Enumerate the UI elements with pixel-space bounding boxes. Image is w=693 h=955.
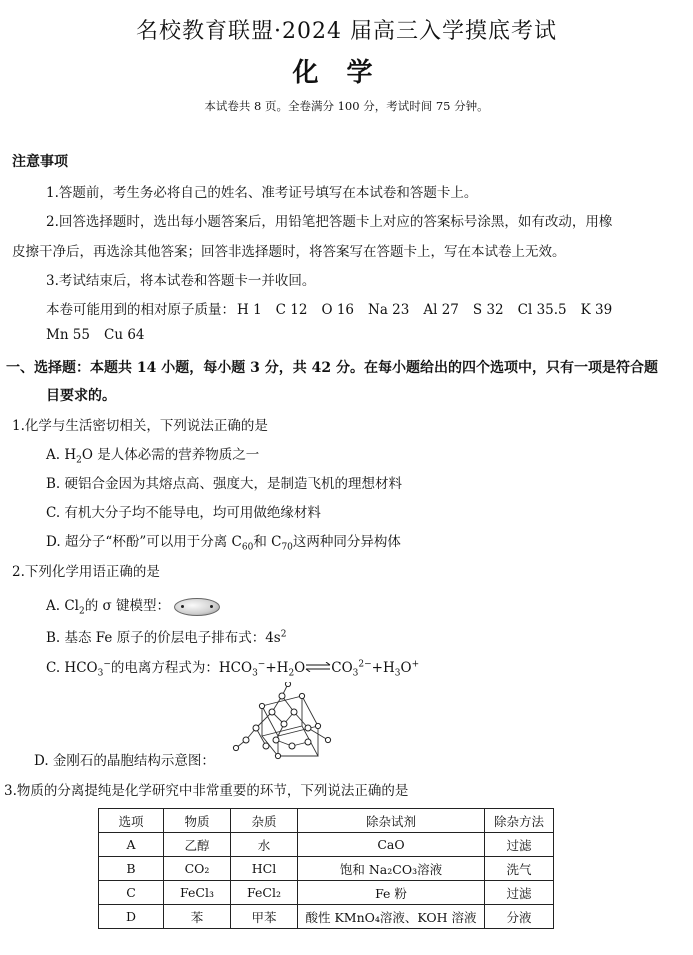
atomic-mass: Cu 64 <box>104 327 145 343</box>
table-cell: 水 <box>231 833 298 857</box>
table-cell: D <box>99 905 164 929</box>
option-text: 的 σ 键模型： <box>84 598 171 614</box>
question-2-option-d: D. 金刚石的晶胞结构示意图： <box>34 753 215 769</box>
question-1-option-c: C. 有机大分子均不能导电，均可用做绝缘材料 <box>46 505 321 521</box>
option-text: 这两种同分异构体 <box>292 534 401 550</box>
table-row <box>99 857 554 881</box>
atomic-mass: Mn 55 <box>46 327 90 343</box>
atomic-mass-intro: 本卷可能用到的相对原子质量： <box>46 302 235 318</box>
table-cell: 分液 <box>485 905 554 929</box>
table-header-cell: 杂质 <box>231 809 298 833</box>
diamond-unit-cell-diagram <box>232 682 336 760</box>
question-2-option-b <box>46 626 286 646</box>
atomic-mass-line-1 <box>46 298 626 318</box>
option-text: D. 超分子“杯酚”可以用于分离 C <box>46 534 242 550</box>
superscript: 2 <box>280 629 287 640</box>
question-1-option-a <box>46 443 259 466</box>
option-text: O 是人体必需的营养物质之一 <box>81 447 260 463</box>
superscript: 2− <box>358 659 372 670</box>
subscript: 3 <box>252 668 258 679</box>
table-cell: 饱和 Na₂CO₃溶液 <box>298 857 485 881</box>
table-cell: A <box>99 833 164 857</box>
option-text: O <box>400 660 412 676</box>
option-text: 的电离方程式为：HCO <box>110 660 253 676</box>
subscript: 60 <box>241 542 254 553</box>
subscript: 3 <box>352 668 359 679</box>
question-1-option-d <box>46 530 401 553</box>
subscript: 2 <box>76 455 82 466</box>
question-3-stem: 3.物质的分离提纯是化学研究中非常重要的环节，下列说法正确的是 <box>4 783 409 799</box>
atomic-mass: H 1 <box>237 302 262 318</box>
option-text: A. H <box>46 447 77 463</box>
table-row <box>99 833 554 857</box>
subscript: 3 <box>394 668 401 679</box>
atomic-mass: Cl 35.5 <box>517 302 567 318</box>
atomic-mass: C 12 <box>275 302 308 318</box>
option-text: O <box>294 660 306 676</box>
subscript: 3 <box>97 668 104 679</box>
question-1-stem: 1.化学与生活密切相关，下列说法正确的是 <box>12 418 268 434</box>
table-cell: 甲苯 <box>231 905 298 929</box>
exam-info: 本试卷共 8 页。全卷满分 100 分，考试时间 75 分钟。 <box>204 99 489 113</box>
table-header-cell: 物质 <box>164 809 231 833</box>
question-1-option-b: B. 硬铝合金因为其熔点高、强度大，是制造飞机的理想材料 <box>46 476 403 492</box>
notice-item-2b: 皮擦干净后，再选涂其他答案；回答非选择题时，将答案写在答题卡上，写在本试卷上无效。 <box>12 244 566 260</box>
table-cell: HCl <box>231 857 298 881</box>
table-cell: FeCl₂ <box>231 881 298 905</box>
question-2-option-c <box>46 656 419 679</box>
table-cell: 乙醇 <box>164 833 231 857</box>
superscript: − <box>257 659 266 670</box>
sigma-bond-model-icon <box>174 598 220 616</box>
option-text: +H <box>371 660 395 676</box>
notice-heading: 注意事项 <box>12 154 68 170</box>
exam-title: 名校教育联盟·2024 届高三入学摸底考试 <box>136 19 557 44</box>
question-2-option-a <box>46 594 220 617</box>
table-cell: 过滤 <box>485 881 554 905</box>
option-text: 和 C <box>253 534 282 550</box>
table-header-cell: 除杂方法 <box>485 809 554 833</box>
table-cell: C <box>99 881 164 905</box>
question-2-stem: 2.下列化学用语正确的是 <box>12 564 160 580</box>
superscript: + <box>411 659 420 670</box>
atomic-mass: O 16 <box>321 302 355 318</box>
atomic-mass-line-2 <box>46 327 159 343</box>
notice-item-1: 1.答题前，考生务必将自己的姓名、准考证号填写在本试卷和答题卡上。 <box>46 185 478 201</box>
atomic-mass: S 32 <box>472 302 504 318</box>
table-row <box>99 881 554 905</box>
table-cell: 苯 <box>164 905 231 929</box>
table-cell: FeCl₃ <box>164 881 231 905</box>
table-cell: B <box>99 857 164 881</box>
table-cell: CaO <box>298 833 485 857</box>
equilibrium-arrow-icon <box>305 662 331 675</box>
notice-item-3: 3.考试结束后，将本试卷和答题卡一并收回。 <box>46 273 316 289</box>
table-header-cell: 除杂试剂 <box>298 809 485 833</box>
atomic-mass: K 39 <box>580 302 613 318</box>
option-text: A. Cl <box>46 598 79 614</box>
option-text: CO <box>331 660 353 676</box>
subscript: 2 <box>78 606 85 617</box>
atomic-mass: Al 27 <box>423 302 459 318</box>
section-1-heading: 一、选择题：本题共 14 小题，每小题 3 分，共 42 分。在每小题给出的四个选项中，只有一项是符合题 <box>6 360 658 376</box>
notice-item-2a: 2.回答选择题时，选出每小题答案后，用铅笔把答题卡上对应的答案标号涂黑，如有改动，用橡 <box>46 214 613 230</box>
atomic-mass: Na 23 <box>368 302 410 318</box>
table-cell: CO₂ <box>164 857 231 881</box>
table-cell: 过滤 <box>485 833 554 857</box>
subscript: 70 <box>281 542 293 553</box>
table-cell: Fe 粉 <box>298 881 485 905</box>
superscript: − <box>103 659 111 670</box>
section-1-heading-cont: 目要求的。 <box>46 388 116 404</box>
option-text: +H <box>265 660 289 676</box>
table-header-cell: 选项 <box>99 809 164 833</box>
table-cell: 酸性 KMnO₄溶液、KOH 溶液 <box>298 905 485 929</box>
table-row <box>99 905 554 929</box>
table-header-row <box>99 809 554 833</box>
subscript: 2 <box>288 668 295 679</box>
option-text: C. HCO <box>46 660 98 676</box>
table-cell: 洗气 <box>485 857 554 881</box>
option-text: B. 基态 Fe 原子的价层电子排布式：4s <box>46 630 281 646</box>
exam-subject: 化学 <box>292 58 401 88</box>
purification-table <box>98 808 554 929</box>
